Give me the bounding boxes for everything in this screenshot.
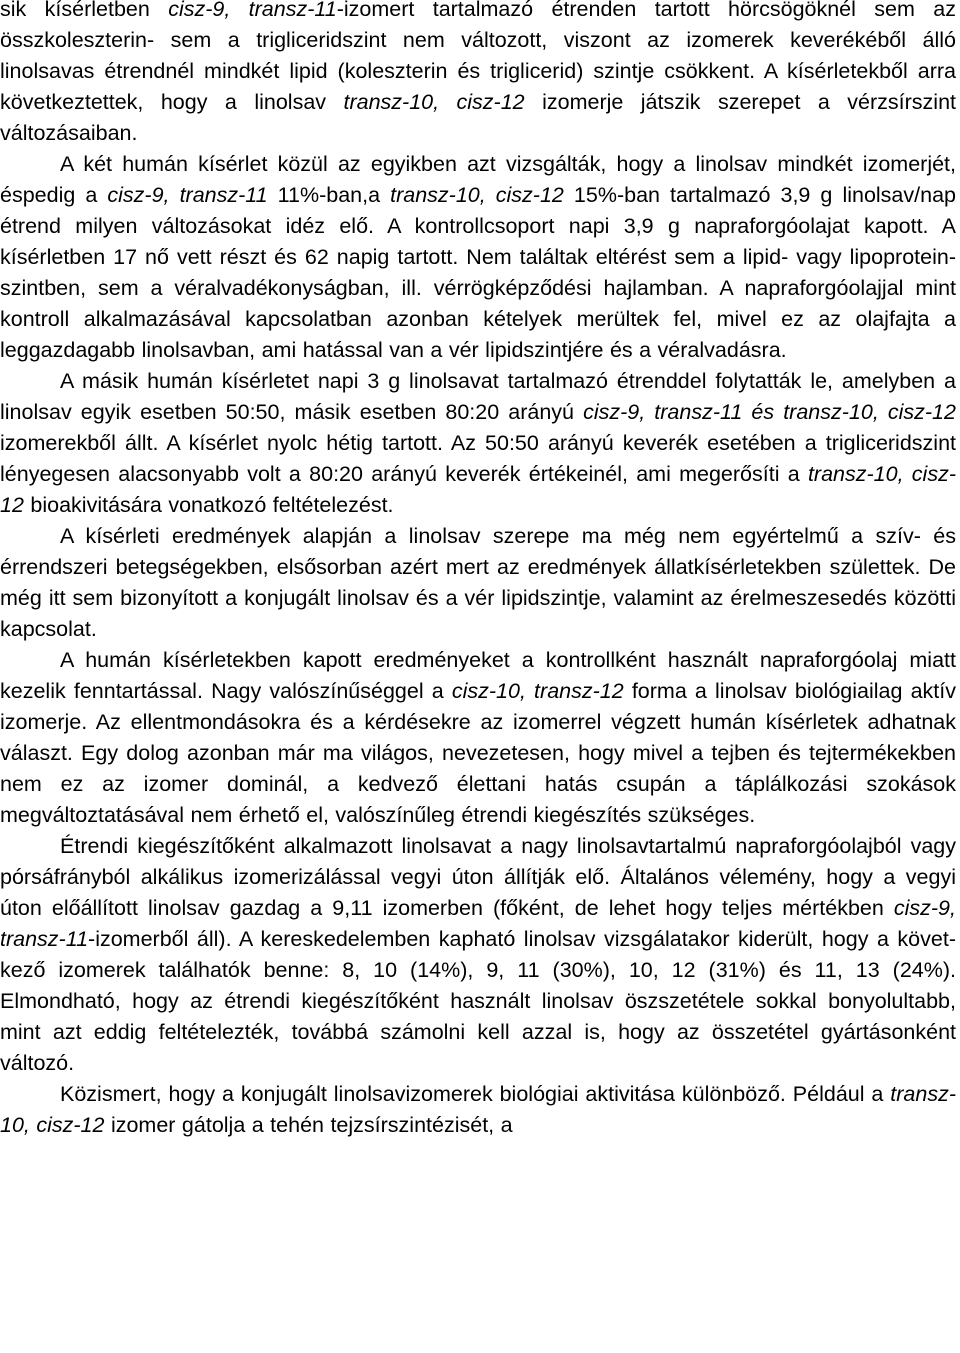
- italic-term: cisz-9, transz-11: [168, 0, 337, 21]
- paragraph: [0, 0, 956, 149]
- text-run: izomer gátolja a tehén tejzsírszintézisét, a: [104, 1113, 513, 1137]
- italic-term: transz-10, cisz-12: [343, 90, 525, 114]
- italic-term: cisz-9, transz-11: [107, 183, 268, 207]
- italic-term: transz-10, cisz-12: [390, 183, 564, 207]
- italic-term: cisz-9, transz-11 és transz-10, cisz-12: [583, 400, 956, 424]
- italic-term: cisz-9, transz-11: [0, 896, 956, 951]
- paragraph: [0, 366, 956, 521]
- text-run: forma a linolsav biológiailag aktív izomerje. Az ellentmondásokra és a kérdésekre az izomerrel végzett humán kísérletek adhatnak választ. Egy dolog azonban már ma világos, nevezetesen, hogy mivel a tejben és tejtermékekben nem ez az izomer dominál, a kedvező élettani hatás csupán a táplálkozási szokások megváltoztatásával nem érhető el, valószínűleg étrendi kiegészítés szükséges.: [0, 679, 956, 827]
- text-run: A kísérleti eredmények alapján a linolsav szerepe ma még nem egyértelmű a szív- és érrendszeri betegségekben, elsősorban azért mert az eredmények állatkísérletekben születtek. De még itt sem bizonyított a konjugált linolsav és a vér lipidszintje, valamint az érelmeszesedés közötti kapcsolat.: [0, 524, 956, 641]
- paragraph: [0, 645, 956, 831]
- text-run: Étrendi kiegészítőként alkalmazott linolsavat a nagy linolsavtartalmú napraforgóolajból vagy pórsáfrányból alkálikus izomerizálással vegyi úton állítják elő. Általános vélemény, hogy a vegyi úton előállított linolsav gazdag a 9,11 izomerben (főként, de lehet hogy teljes mértékben: [0, 834, 956, 920]
- text-run: -izomert tartalmazó étrenden tartott hörcsögöknél sem az összkoleszterin- sem a trigliceridszint nem változott, viszont az izomerek keverékéből álló linolsavas étrendnél mindkét lipid (koleszterin és triglicerid) szintje csökkent. A kísérletekből arra következtettek, hogy a linolsav: [0, 0, 956, 114]
- paragraph: [0, 521, 956, 645]
- text-run: A két humán kísérlet közül az egyikben azt vizsgálták, hogy a linolsav mindkét izomerjét, éspedig a: [0, 152, 956, 207]
- italic-term: transz-10, cisz-12: [0, 462, 956, 517]
- paragraph: [0, 1079, 956, 1141]
- paragraph: [0, 149, 956, 366]
- text-run: 11%-ban,a: [267, 183, 391, 207]
- text-run: Közismert, hogy a konjugált linolsavizomerek biológiai aktivitása különböző. Például a: [60, 1082, 891, 1106]
- italic-term: cisz-10, transz-12: [451, 679, 624, 703]
- text-run: A másik humán kísérletet napi 3 g linolsavat tartalmazó étrenddel folytatták le, amelyben a linolsav egyik esetben 50:50, másik esetben 80:20 arányú: [0, 369, 956, 424]
- paragraph: [0, 831, 956, 1079]
- text-run: -izomerből áll). A kereskedelemben kapható linolsav vizsgálatakor kiderült, hogy a következő izomerek találhatók benne: 8, 10 (14%), 9, 11 (30%), 10, 12 (31%) és 11, 13 (24%). Elmondható, hogy az étrendi kiegészítőként használt linolsav öszszetétele sokkal bonyolultabb, mint azt eddig feltételezték, továbbá számolni kell azzal is, hogy az összetétel gyártásonként változó.: [0, 927, 956, 1075]
- italic-term: transz-10, cisz-12: [0, 1082, 956, 1137]
- text-run: sik kísérletben: [0, 0, 169, 21]
- text-run: 15%-ban tartalmazó 3,9 g linolsav/nap étrend milyen változásokat idéz elő. A kontrollcsoport napi 3,9 g napraforgóolajat kapott. A kísérletben 17 nő vett részt és 62 napig tartott. Nem találtak eltérést sem a lipid- vagy lipoproteinszintben, sem a véralvadékonyságban, ill. vérrögképződési hajlamban. A napraforgóolajjal mint kontroll alkalmazásával kapcsolatban azonban kételyek merültek fel, mivel ez az olajfajta a leggazdagabb linolsavban, ami hatással van a vér lipidszintjére és a véralvadásra.: [0, 183, 956, 362]
- text-run: A humán kísérletekben kapott eredményeket a kontrollként használt napraforgóolaj miatt kezelik fenntartással. Nagy valószínűséggel a: [0, 648, 956, 703]
- text-run: bioakivitására vonatkozó feltételezést.: [23, 493, 394, 517]
- text-run: izomerje játszik szerepet a vérzsírszint változásaiban.: [0, 90, 956, 145]
- text-run: izomerekből állt. A kísérlet nyolc hétig tartott. Az 50:50 arányú keverék esetében a trigliceridszint lényegesen alacsonyabb volt a 80:20 arányú keverék értékeinél, ami megerősíti a: [0, 431, 956, 486]
